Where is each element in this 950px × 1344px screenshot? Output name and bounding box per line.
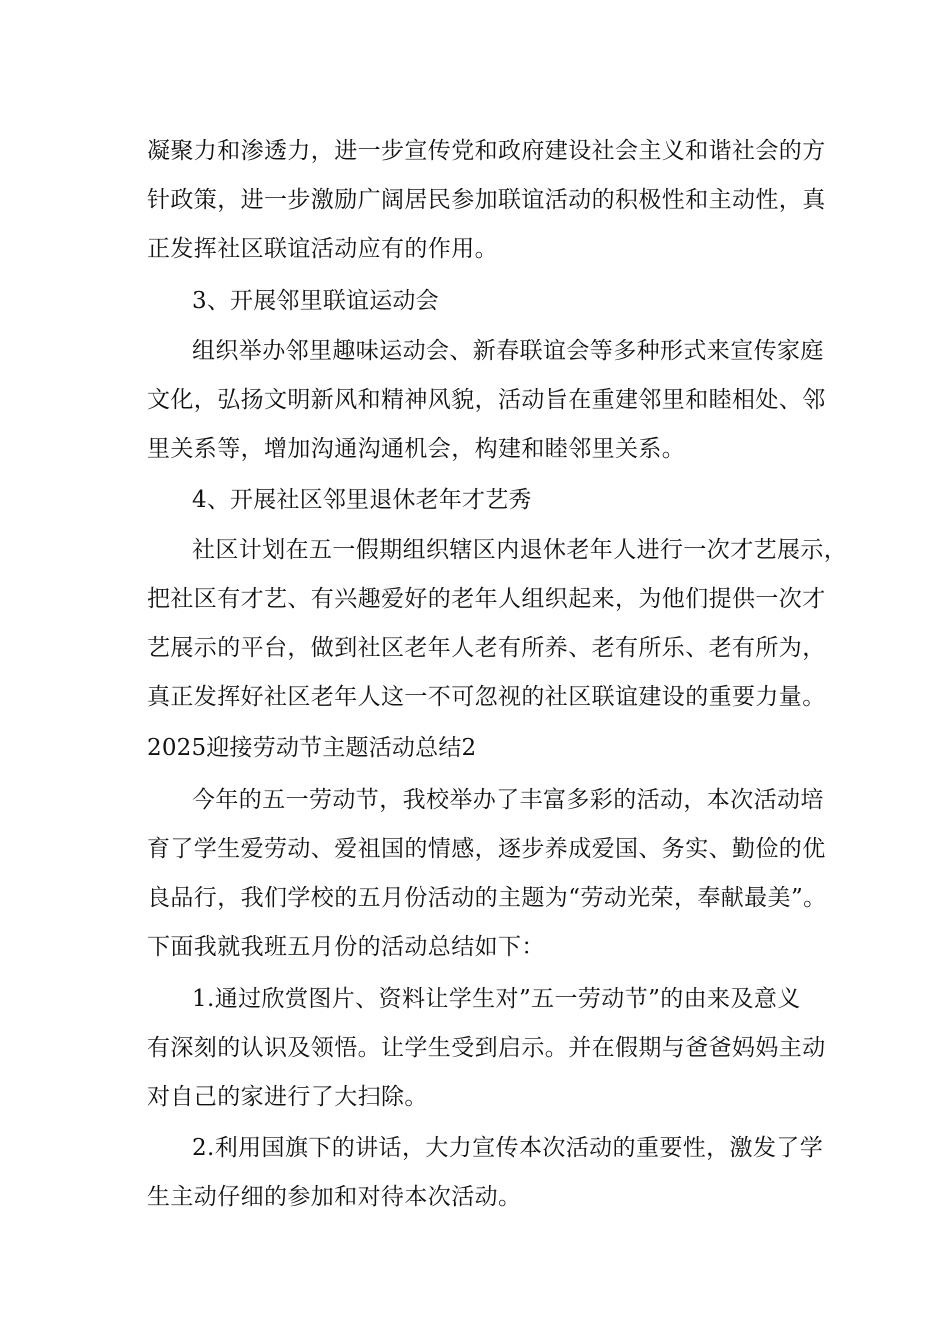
paragraph-line: 今年的五一劳动节，我校举办了丰富多彩的活动，本次活动培 [192, 787, 824, 813]
list-item-line: 1.通过欣赏图片、资料让学生对”五一劳动节”的由来及意义 [192, 986, 801, 1012]
paragraph-line: 社区计划在五一假期组织辖区内退休老年人进行一次才艺展示， [192, 537, 848, 563]
paragraph-line: 把社区有才艺、有兴趣爱好的老年人组织起来，为他们提供一次才 [147, 586, 826, 612]
list-item-line: 有深刻的认识及领悟。让学生受到启示。并在假期与爸爸妈妈主动 [147, 1035, 826, 1061]
paragraph-line: 下面我就我班五月份的活动总结如下： [147, 934, 545, 960]
paragraph-line: 凝聚力和渗透力，进一步宣传党和政府建设社会主义和谐社会的方 [147, 138, 826, 164]
list-item-line: 2.利用国旗下的讲话，大力宣传本次活动的重要性，激发了学 [192, 1135, 824, 1161]
paragraph-line: 里关系等，增加沟通沟通机会，构建和睦邻里关系。 [147, 436, 686, 462]
paragraph-line: 良品行，我们学校的五月份活动的主题为“劳动光荣，奉献最美”。 [147, 885, 827, 911]
document-title: 2025迎接劳动节主题活动总结2 [147, 735, 477, 761]
paragraph-line: 育了学生爱劳动、爱祖国的情感，逐步养成爱国、务实、勤俭的优 [147, 836, 826, 862]
paragraph-line: 艺展示的平台，做到社区老年人老有所养、老有所乐、老有所为， [147, 635, 826, 661]
list-item-line: 生主动仔细的参加和对待本次活动。 [147, 1184, 522, 1210]
section-heading: 3、开展邻里联谊运动会 [192, 288, 439, 314]
paragraph-line: 正发挥社区联谊活动应有的作用。 [147, 236, 498, 262]
section-heading: 4、开展社区邻里退休老年才艺秀 [192, 487, 532, 513]
paragraph-line: 针政策，进一步激励广阔居民参加联谊活动的积极性和主动性，真 [147, 187, 826, 213]
paragraph-line: 文化，弘扬文明新风和精神风貌，活动旨在重建邻里和睦相处、邻 [147, 387, 826, 413]
paragraph-line: 真正发挥好社区老年人这一不可忽视的社区联谊建设的重要力量。 [147, 684, 826, 710]
paragraph-line: 组织举办邻里趣味运动会、新春联谊会等多种形式来宣传家庭 [192, 338, 824, 364]
list-item-line: 对自己的家进行了大扫除。 [147, 1084, 428, 1110]
